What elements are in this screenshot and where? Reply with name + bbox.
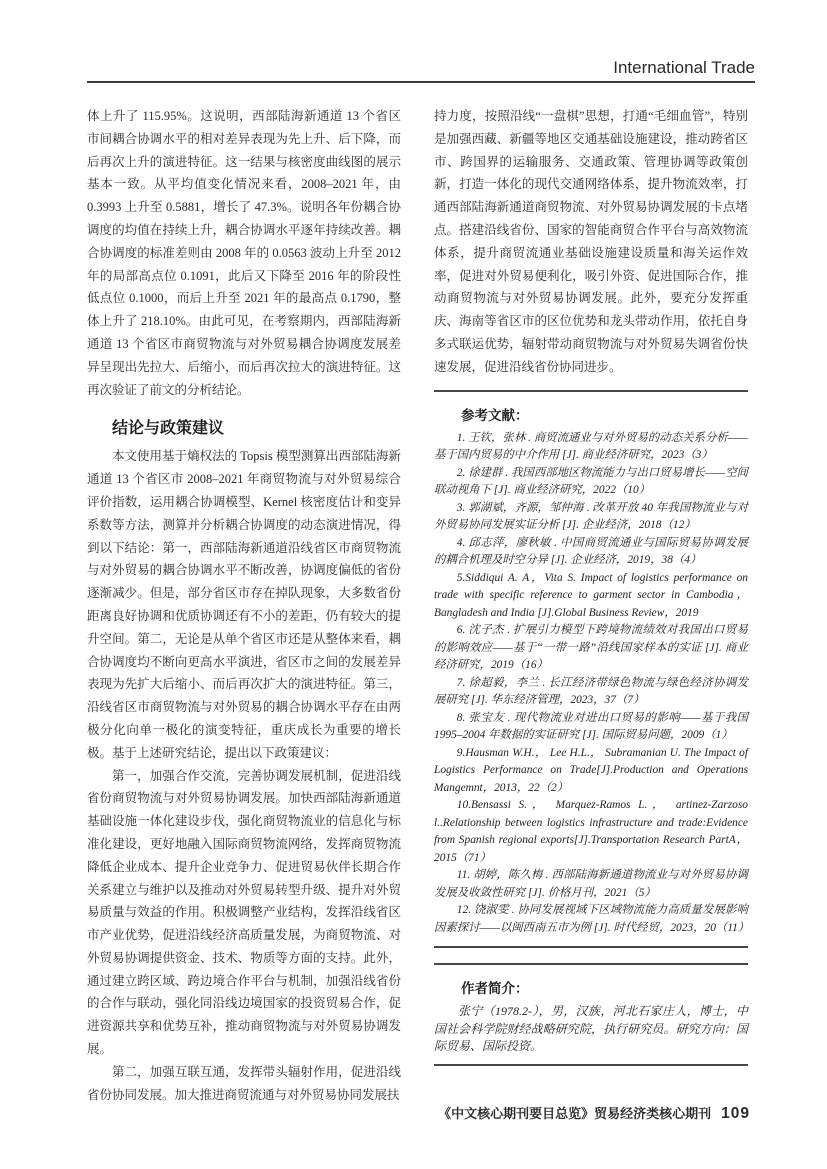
body-paragraph-continuation: 持力度，按照沿线“一盘棋”思想，打通“毛细血管”，特别是加强西藏、新疆等地区交通基础设施建设，推动跨省区市、跨国界的运输服务、交通政策、管理协调等政策创新，打造一体化的现代交通网络体系，提升物流效率，打通西部陆海新通道商贸物流、对外贸易协调发展的卡点堵点。搭建沿线省份、国家的智能商贸合作平台与高效物流体系，提升商贸流通业基础设施建设质量和海关运作效率，促进对外贸易便利化，吸引外资、促进国际合作，推动商贸物流与对外贸易协调发展。此外，要充分发挥重庆、海南等省区市的区位优势和龙头带动作用，依托自身多式联运优势，辐射带动商贸物流与对外贸易失调省份快速发展，促进沿线省份协同进步。 <box>434 109 748 374</box>
section-heading-conclusion: 结论与政策建议 <box>112 420 225 438</box>
reference-item: 1. 王钦，张林 . 商贸流通业与对外贸易的动态关系分析——基于国内贸易的中介作用 [J]. 商业经济研究，2023（3） <box>434 431 748 462</box>
body-paragraph-continuation: 体上升了 115.95%。这说明，西部陆海新通道 13 个省区市间耦合协调水平的相对差异表现为先上升、后下降，而后再次上升的演进特征。这一结果与核密度曲线图的展示基本一致。从平均值变化情况来看，2008–2021 年，由 0.3993 上升至 0.5881，增长了 47.3%。说明各年份耦合协调度的均值在持续上升，耦合协调水平逐年持续改善。耦合协调度的标准差则由 2008 年的 0.0563 波动上升至 2012 年的局部高点位 0.1091，此后又下降至 2016 年的阶段性低点位 0.1000，而后上升至 2021 年的最高点 0.1790，整体上升了 218.10%。由此可见，在考察期内，西部陆海新通道 13 个省区市商贸物流与对外贸易耦合协调度发展差异呈现出先拉大、后缩小，而后再次拉大的演进特征。这再次验证了前文的分析结论。 <box>87 109 401 397</box>
author-bio: 张宁（1978.2-），男，汉族，河北石家庄人，博士，中国社会科学院财经战略研究院，执行研究员。研究方向：国际贸易、国际投资。 <box>434 1004 748 1054</box>
author-heading: 作者简介： <box>461 981 529 997</box>
journal-section-label: International Trade <box>613 58 755 77</box>
footer-journal-note: 《中文核心期刊要目总览》贸易经济类核心期刊 <box>438 1106 712 1121</box>
reference-item: 7. 徐超毅，李兰 . 长江经济带绿色物流与绿色经济协调发展研究 [J]. 华东经济管理，2023，37（7） <box>434 676 748 707</box>
author-box-top-rule <box>434 963 748 965</box>
footer <box>438 1103 750 1123</box>
references-top-rule <box>434 390 748 392</box>
references-heading: 参考文献： <box>461 407 529 423</box>
reference-item: 8. 张宝友 . 现代物流业对进出口贸易的影响——基于我国 1995–2004 年数据的实证研究 [J]. 国际贸易问题，2009（1） <box>434 711 748 742</box>
reference-item: 3. 郭湖斌，齐源，邹仲海 . 改革开放 40 年我国物流业与对外贸易协同发展实证分析 [J]. 企业经济，2018（12） <box>434 501 748 532</box>
reference-item: 9.Hausman W.H.， Lee H.L.， Subramanian U. The Impact of Logistics Performance on Trade[J].Production and Operations Mangemnt，2013，22（2） <box>434 746 748 794</box>
reference-item: 4. 邱志萍，廖秋敏 . 中国商贸流通业与国际贸易协调发展的耦合机理及时空分异 [J]. 企业经济，2019，38（4） <box>434 536 748 567</box>
header-rule <box>87 81 755 83</box>
reference-item: 6. 沈子杰 . 扩展引力模型下跨境物流绩效对我国出口贸易的影响效应——基于“一带一路”沿线国家样本的实证 [J]. 商业经济研究，2019（16） <box>434 624 748 672</box>
body-paragraph: 第一，加强合作交流，完善协调发展机制，促进沿线省份商贸物流与对外贸易协调发展。加快西部陆海新通道基础设施一体化建设步伐，强化商贸物流业的信息化与标准化建设，更好地融入国际商贸物流网络，发挥商贸物流降低企业成本、提升企业竞争力、促进贸易伙伴长期合作关系建立与维护以及推动对外贸易转型升级、提升对外贸易质量与效益的作用。积极调整产业结构，发挥沿线省区市产业优势，促进沿线经济高质量发展，为商贸物流、对外贸易协调提供资金、技术、物质等方面的支持。此外，通过建立跨区域、跨边境合作平台与机制，加强沿线省份的合作与联动，强化同沿线边境国家的投资贸易合作，促进资源共享和优势互补，推动商贸物流与对外贸易协调发展。 <box>87 768 401 1057</box>
page-number: 109 <box>721 1105 750 1122</box>
reference-item: 10.Bensassi S.， Marquez-Ramos L.， artinez-Zarzoso l..Relationship between logistics infrastructure and trade:Evidence from Spanish regional exports[J].Transportation Research PartA，2015（71） <box>434 799 748 864</box>
body-paragraph: 本文使用基于熵权法的 Topsis 模型测算出西部陆海新通道 13 个省区市 2008–2021 年商贸物流与对外贸易综合评价指数，运用耦合协调模型、Kernel 核密度估计和变异系数等方法，测算并分析耦合协调度的动态演进情况，得到以下结论：第一，西部陆海新通道沿线省区市商贸物流与对外贸易的耦合协调水平不断改善，协调度偏低的省份逐渐减少。但是，部分省区市存在掉队现象，大多数省份距离良好协调和优质协调还有不小的差距，仍有较大的提升空间。第二，无论是从单个省区市还是从整体来看，耦合协调度均不断向更高水平演进，省区市之间的发展差异表现为先扩大后缩小、而后再次扩大的演进特征。第三，沿线省区市商贸物流与对外贸易的耦合协调水平存在由两极分化向单一极化的演变特征，重庆成长为重要的增长极。基于上述研究结论，提出以下政策建议： <box>87 449 401 760</box>
reference-item: 11. 胡婷，陈久梅 . 西部陆海新通道物流业与对外贸易协调发展及收敛性研究 [J]. 价格月刊，2021（5） <box>434 869 748 899</box>
body-paragraph: 第二，加强互联互通，发挥带头辐射作用，促进沿线省份协同发展。加大推进商贸流通与对外贸易协同发展扶 <box>87 1064 401 1102</box>
right-column <box>434 105 748 1066</box>
reference-item: 5.Siddiqui A. A，Vita S. Impact of logistics performance on trade with specific reference to garment sector in Cambodia，Bangladesh and India [J].Global Business Review，2019 <box>434 571 748 619</box>
author-box-bottom-rule <box>434 1064 748 1066</box>
reference-item: 2. 徐建群 . 我国西部地区物流能力与出口贸易增长——空间联动视角下 [J]. 商业经济研究，2022（10） <box>434 466 748 497</box>
reference-item: 12. 饶淑雯 . 协同发展视域下区域物流能力高质量发展影响因素探讨——以闽西南五市为例 [J]. 时代经贸，2023，20（11） <box>434 904 750 934</box>
references-bottom-rule <box>434 946 748 948</box>
left-column <box>87 105 401 1106</box>
